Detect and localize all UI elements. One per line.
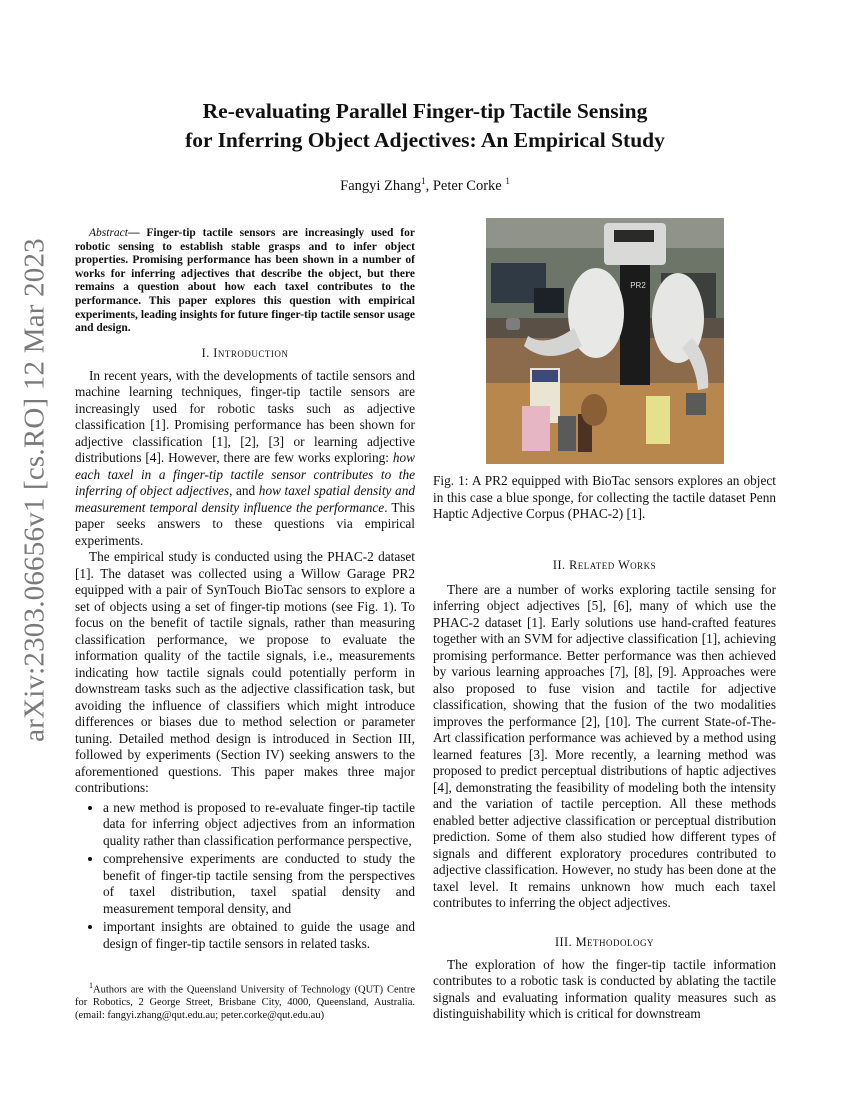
author-zhang: Fangyi Zhang	[340, 177, 422, 194]
affiliation-mark: 1	[505, 176, 510, 186]
author-line	[0, 176, 850, 195]
paper-title	[0, 97, 850, 155]
author-corke: Peter Corke	[432, 177, 506, 194]
robot-label: PR2	[630, 281, 646, 290]
footnote-text: Authors are with the Queensland University of Technology (QUT) Centre for Robotics, 2 George Street, Brisbane City, 4000, Queensland, Australia. (email: fangyi.zhang@qut.edu.au; peter.corke@qut.edu.au)	[75, 984, 415, 1021]
related-works-heading	[433, 557, 776, 574]
abstract-text: Finger-tip tactile sensors are increasingly used for robotic sensing to establish stable grasps and to infer object properties. Promising performance has been shown in a number of works for inferring adjectives that describe the object, but there remains a question about how each taxel contributes to the performance. This paper explores this question with empirical experiments, leading insights for future finger-tip tactile sensor usage and design.	[75, 227, 415, 335]
intro-p1-text: . This paper seeks answers to these questions via empirical experiments.	[75, 499, 415, 548]
affiliation-mark: 1	[421, 176, 426, 186]
abstract	[75, 227, 415, 336]
list-item: • important insights are obtained to guide the usage and design of finger-tip tactile sensors in related tasks.	[103, 919, 415, 952]
section-title: Methodology	[575, 935, 655, 949]
methodology-heading	[433, 934, 776, 951]
pr2-robot-photo	[486, 218, 724, 464]
introduction-heading	[75, 345, 415, 362]
figure-caption: Fig. 1: A PR2 equipped with BioTac sensors explores an object in this case a blue sponge, for collecting the tactile dataset Penn Haptic Adjective Corpus (PHAC-2) [1].	[433, 473, 776, 521]
intro-p1-italic: how each taxel in a finger-tip tactile sensor contributes to the inferring of object adjectives	[75, 450, 415, 498]
arxiv-identifier: arXiv:2303.06656v1 [cs.RO] 12 Mar 2023	[18, 238, 51, 742]
section-title: Related Works	[569, 558, 657, 572]
title-line-2: for Inferring Object Adjectives: An Empirical Study	[185, 128, 665, 152]
methodology-paragraph: The exploration of how the finger-tip tactile information contributes to a robotic task is conducted by ablating the tactile signals and evaluating information quality measures such as distinguishability which is critical for downstream	[433, 956, 776, 1021]
list-item: • comprehensive experiments are conducted to study the benefit of finger-tip tactile sensing from the perspectives of taxel distribution, taxel spatial density and measurement temporal density, and	[103, 851, 415, 917]
intro-paragraph-2: The empirical study is conducted using the PHAC-2 dataset [1]. The dataset was collected using a Willow Garage PR2 equipped with a pair of SynTouch BioTac sensors to explore a set of objects using a set of finger-tip motions (see Fig. 1). To focus on the benefit of tactile signals, rather than measuring classification performance, we propose to evaluate the information quality of the tactile signals, i.e., measurements indicating how tactile signals could potentially perform in downstream tasks such as the adjective classification task, but avoiding the influence of classifiers which might introduce differences or biases due to method selection or parameter tuning. Detailed method design is introduced in Section III, followed by experiments (Section IV) seeking answers to the aforementioned questions. This paper makes three major contributions:	[75, 549, 415, 795]
introduction-section	[75, 345, 415, 954]
author-separator: ,	[425, 177, 433, 194]
title-line-1: Re-evaluating Parallel Finger-tip Tactile Sensing	[202, 99, 648, 123]
section-title: Introduction	[213, 346, 289, 360]
intro-p1-text: In recent years, with the developments of tactile sensors and machine learning techniques, finger-tip tactile sensors are increasingly used for robotic tasks such as adjective classification [1]. Promising performance has been shown for adjective classification [1], [2], [3] or learning adjective distributions [4]. However, there are few works exploring:	[75, 367, 415, 465]
section-number: I.	[201, 346, 214, 360]
list-item: • a new method is proposed to re-evaluate finger-tip tactile data for inferring object adjectives from an information quality rather than classification performance perspective,	[103, 800, 415, 850]
section-number: III.	[554, 935, 576, 949]
footnote	[75, 980, 415, 1022]
intro-paragraph-1	[75, 368, 415, 550]
abstract-dash: —	[127, 227, 140, 239]
contributions-list	[75, 800, 415, 953]
methodology-section	[433, 934, 776, 1023]
arxiv-sidebar-stamp	[5, 238, 65, 742]
section-number: II.	[552, 558, 570, 572]
footnote-mark: 1	[89, 981, 93, 990]
related-works-paragraph: There are a number of works exploring tactile sensing for inferring object adjectives [5], [6], many of which use the PHAC-2 dataset [1]. Early solutions use hand-crafted features together with an SVM for adjective classification [1], achieving promising performance. Better performance was then achieved by various learning approaches [7], [8], [9]. Approaches were also proposed to fuse vision and tactile for adjective classification, showing that the fusion of the two modalities improves the performance [2], [10]. The current State-of-The-Art classification performance was achieved by a method using learned features [3]. More recently, a learning method was proposed to predict perceptual distributions of haptic adjectives [4], demonstrating the feasibility of modeling both the intensity and the variation of tactile perception. All these methods enabled better adjective classification or perceptual distribution prediction. Some of them also studied how different types of signals and different exploratory procedures contributed to adjective classification. However, no study has been done at the taxel level. It remains unknown how much each taxel contributes to inferring the object adjectives.	[433, 581, 776, 910]
figure-pr2-photo	[486, 218, 724, 464]
intro-p1-italic: how taxel spatial density and measurement temporal density influence the performance	[75, 483, 416, 515]
abstract-label: Abstract	[89, 227, 128, 239]
intro-p1-text: , and	[229, 483, 259, 498]
related-works-section	[433, 557, 776, 912]
